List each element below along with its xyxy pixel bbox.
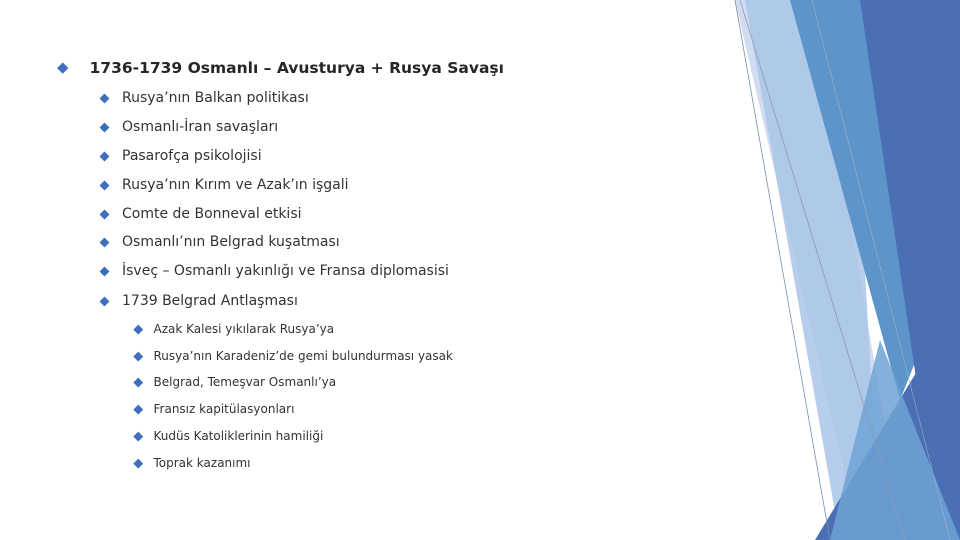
sub-list-item-label: Rusya’nın Karadeniz’de gemi bulundurması yasak xyxy=(153,349,453,363)
diamond-bullet-icon xyxy=(134,404,143,413)
list-item-label: 1739 Belgrad Antlaşması xyxy=(122,293,298,309)
list-item xyxy=(98,175,349,195)
sub-list-item xyxy=(133,373,336,391)
list-item xyxy=(98,261,449,281)
diamond-bullet-icon xyxy=(100,93,110,103)
list-item-label: İsveç – Osmanlı yakınlığı ve Fransa diplomasisi xyxy=(122,263,449,279)
list-item-label: Pasarofça psikolojisi xyxy=(122,148,262,164)
sub-list-item-label: Toprak kazanımı xyxy=(153,456,251,470)
sub-list-item-label: Azak Kalesi yıkılarak Rusya’ya xyxy=(153,322,335,336)
sub-list-item-label: Fransız kapitülasyonları xyxy=(153,402,295,416)
diamond-bullet-icon xyxy=(100,151,110,161)
sub-list-item-label: Kudüs Katoliklerinin hamiliği xyxy=(153,429,324,443)
list-item-label: Rusya’nın Balkan politikası xyxy=(122,90,309,106)
list-item-label: Rusya’nın Kırım ve Azak’ın işgali xyxy=(122,177,349,193)
list-item xyxy=(98,204,302,224)
list-item-label: Comte de Bonneval etkisi xyxy=(122,206,302,222)
diamond-bullet-icon xyxy=(134,377,143,386)
diamond-bullet-icon xyxy=(100,296,110,306)
sub-list-item xyxy=(133,454,251,472)
diamond-bullet-icon xyxy=(100,180,110,190)
list-item xyxy=(98,88,309,108)
slide-title-row xyxy=(56,57,504,79)
sub-list-item xyxy=(133,347,453,365)
list-item-label: Osmanlı-İran savaşları xyxy=(122,119,279,135)
diamond-bullet-icon xyxy=(100,122,110,132)
diamond-bullet-icon xyxy=(134,458,143,467)
diamond-bullet-icon xyxy=(134,324,143,333)
list-item-label: Osmanlı’nın Belgrad kuşatması xyxy=(122,234,340,250)
diamond-bullet-icon xyxy=(134,431,143,440)
sub-list-item-label: Belgrad, Temeşvar Osmanlı’ya xyxy=(153,375,337,389)
slide-title: 1736-1739 Osmanlı – Avusturya + Rusya Savaşı xyxy=(89,59,504,77)
sub-list-item xyxy=(133,427,323,445)
list-item xyxy=(98,146,262,166)
list-item xyxy=(98,291,298,311)
sub-list-item xyxy=(133,320,334,338)
diamond-bullet-icon xyxy=(100,237,110,247)
sub-list-item xyxy=(133,400,294,418)
diamond-bullet-icon xyxy=(57,63,68,74)
list-item xyxy=(98,117,278,137)
diamond-bullet-icon xyxy=(134,351,143,360)
diamond-bullet-icon xyxy=(100,209,110,219)
diamond-bullet-icon xyxy=(100,266,110,276)
list-item xyxy=(98,232,340,252)
